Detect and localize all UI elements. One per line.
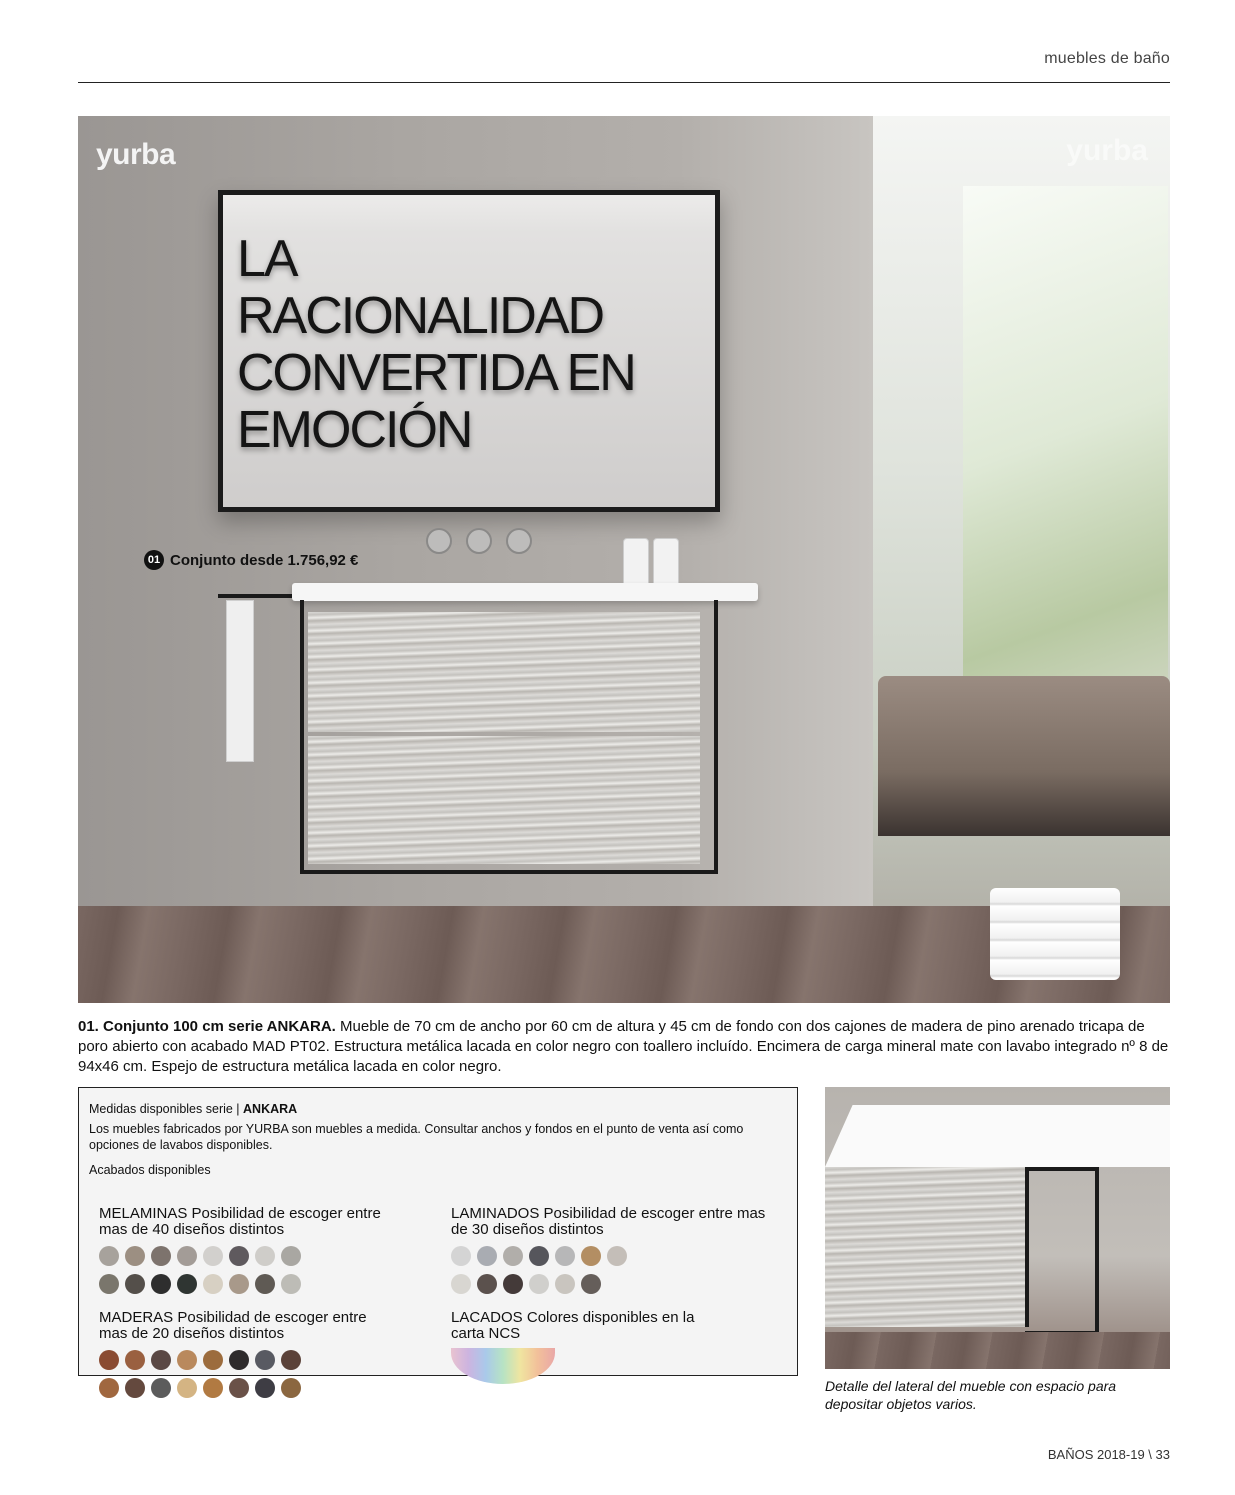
- color-swatch: [281, 1378, 301, 1398]
- product-caption: [78, 1017, 1172, 1077]
- price-text: Conjunto desde 1.756,92 €: [170, 551, 359, 569]
- caption-body: Mueble de 70 cm de ancho por 60 cm de altura y 45 cm de fondo con dos cajones de madera de pino arenado tricapa de poro abierto con acabado MAD PT02. Estructura metálica lacada en color negro con toallero incluído. Encimera de carga mineral mate con lavabo integrado nº 8 de 94x46 cm. Espejo de estructura metálica lacada en color negro.: [78, 1018, 1169, 1075]
- swatch-row: [99, 1378, 389, 1398]
- color-swatch: [151, 1246, 171, 1266]
- color-swatch: [203, 1246, 223, 1266]
- item-number-badge: 01: [144, 550, 164, 570]
- color-swatch: [125, 1246, 145, 1266]
- color-swatch: [99, 1274, 119, 1294]
- section-title: muebles de baño: [1044, 50, 1170, 67]
- headline-line: EMOCIÓN: [237, 401, 472, 459]
- detail-photo: [825, 1087, 1170, 1369]
- header-rule: [78, 82, 1170, 83]
- color-swatch: [151, 1274, 171, 1294]
- page-footer: BAÑOS 2018-19 \ 33: [1047, 1447, 1170, 1462]
- color-swatch: [581, 1246, 601, 1266]
- color-swatch: [281, 1274, 301, 1294]
- drawer-top: [308, 612, 700, 732]
- window: [963, 186, 1168, 746]
- finish-title: MELAMINAS Posibilidad de escoger entre mas de 40 diseños distintos: [99, 1205, 381, 1238]
- color-swatch: [555, 1246, 575, 1266]
- color-swatch: [125, 1274, 145, 1294]
- headline-line: LA: [237, 230, 297, 288]
- color-swatch: [177, 1350, 197, 1370]
- towel-stack: [990, 888, 1120, 980]
- brand-logo: yurba: [96, 138, 176, 171]
- color-swatch: [255, 1378, 275, 1398]
- color-swatch: [451, 1274, 471, 1294]
- color-swatch: [555, 1274, 575, 1294]
- color-swatch: [99, 1246, 119, 1266]
- finish-melaminas: [99, 1206, 389, 1294]
- color-swatch: [203, 1378, 223, 1398]
- color-swatch: [503, 1246, 523, 1266]
- detail-countertop: [825, 1105, 1170, 1167]
- finish-title: MADERAS Posibilidad de escoger entre mas de 20 diseños distintos: [99, 1309, 367, 1342]
- info-subheading: Acabados disponibles: [89, 1163, 211, 1177]
- towel: [226, 600, 254, 762]
- color-swatch: [255, 1246, 275, 1266]
- swatch-row: [99, 1246, 389, 1266]
- countertop: [292, 583, 758, 601]
- color-swatch: [451, 1246, 471, 1266]
- color-swatch: [151, 1378, 171, 1398]
- color-swatch: [177, 1274, 197, 1294]
- color-swatch: [281, 1350, 301, 1370]
- color-swatch: [477, 1246, 497, 1266]
- finish-title: LAMINADOS Posibilidad de escoger entre mas de 30 diseños distintos: [451, 1205, 766, 1238]
- drawer-bottom: [308, 736, 700, 864]
- color-swatch: [99, 1378, 119, 1398]
- color-swatch: [203, 1274, 223, 1294]
- swatch-row: [451, 1274, 771, 1294]
- color-swatch: [529, 1274, 549, 1294]
- detail-side-shelf: [1025, 1167, 1099, 1335]
- color-swatch: [229, 1350, 249, 1370]
- color-swatch: [477, 1274, 497, 1294]
- color-swatch: [203, 1350, 223, 1370]
- color-swatch: [151, 1350, 171, 1370]
- color-swatch: [607, 1246, 627, 1266]
- brand-logo-watermark: yurba: [1066, 134, 1148, 167]
- detail-drawers: [825, 1167, 1029, 1327]
- price-label: [144, 550, 358, 570]
- info-text: Los muebles fabricados por YURBA son muebles a medida. Consultar anchos y fondos en el punto de venta así como opciones de lavabos disponibles.: [89, 1122, 744, 1152]
- color-swatch: [255, 1350, 275, 1370]
- color-swatch: [503, 1274, 523, 1294]
- color-swatch: [177, 1246, 197, 1266]
- caption-lead: 01. Conjunto 100 cm serie ANKARA.: [78, 1018, 336, 1035]
- finish-maderas: [99, 1310, 389, 1398]
- color-swatch: [229, 1274, 249, 1294]
- color-swatch: [281, 1246, 301, 1266]
- mirror: [218, 190, 720, 512]
- finish-laminados: [451, 1206, 771, 1294]
- finishes-box: [78, 1087, 798, 1376]
- detail-caption: Detalle del lateral del mueble con espacio para depositar objetos varios.: [825, 1378, 1117, 1412]
- color-swatch: [229, 1246, 249, 1266]
- color-swatch: [255, 1274, 275, 1294]
- color-swatch: [229, 1378, 249, 1398]
- swatch-row: [451, 1246, 771, 1266]
- info-heading: Medidas disponibles serie | ANKARA: [89, 1102, 298, 1116]
- headline: [237, 231, 635, 459]
- hero-photo: [78, 116, 1170, 1003]
- color-swatch: [177, 1378, 197, 1398]
- color-swatch: [125, 1378, 145, 1398]
- swatch-row: [99, 1350, 389, 1370]
- headline-line: CONVERTIDA EN: [237, 344, 635, 402]
- swatch-row: [99, 1274, 389, 1294]
- bed: [878, 676, 1170, 836]
- color-swatch: [99, 1350, 119, 1370]
- faucet: [426, 524, 536, 554]
- detail-floor: [825, 1332, 1170, 1369]
- color-swatch: [529, 1246, 549, 1266]
- color-swatch: [581, 1274, 601, 1294]
- color-swatch: [125, 1350, 145, 1370]
- headline-line: RACIONALIDAD: [237, 287, 604, 345]
- finish-title: LACADOS Colores disponibles en la carta NCS: [451, 1309, 695, 1342]
- ncs-color-fan-icon: [451, 1348, 555, 1384]
- finish-lacados: [451, 1310, 711, 1384]
